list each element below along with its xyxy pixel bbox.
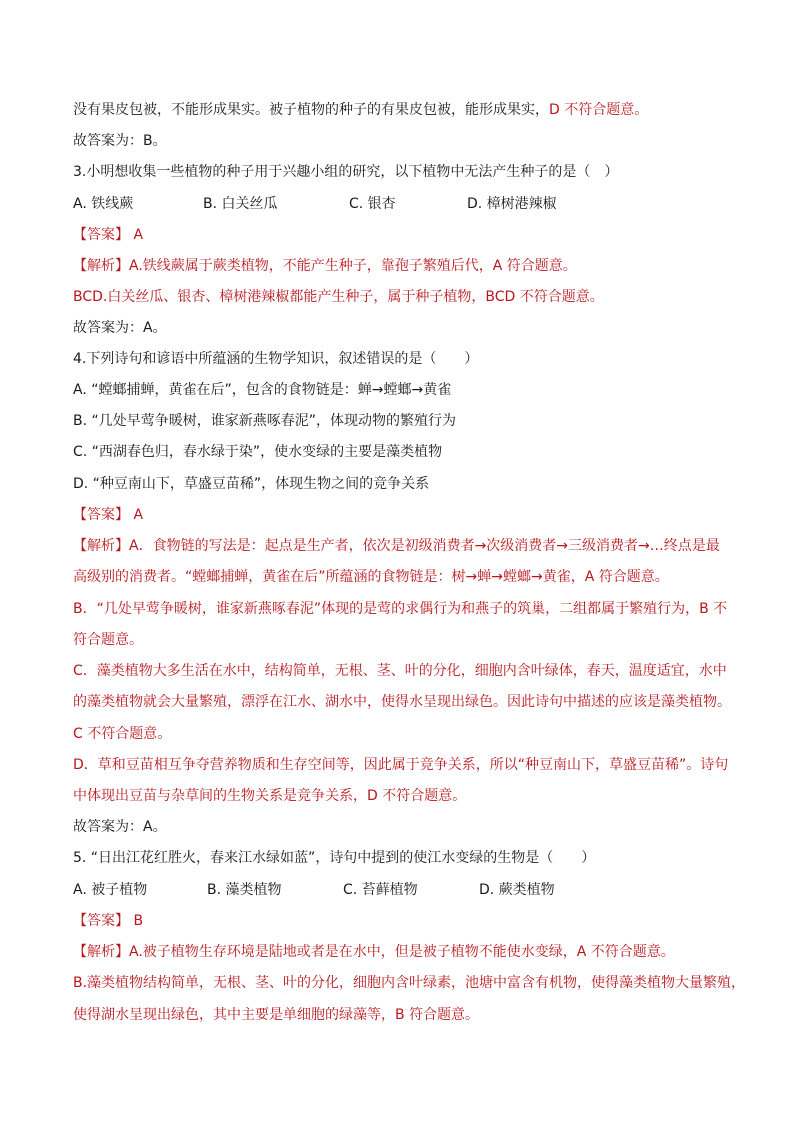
- q4-analysis-b1: B．“几处早莺争暖树，谁家新燕啄春泥”体现的是莺的求偶行为和燕子的筑巢，二组都属于繁殖行为，B 不: [73, 601, 728, 617]
- q3-option-d: D. 樟树港辣椒: [467, 196, 557, 212]
- q5-answer-label: 【答案】: [73, 913, 129, 929]
- q3-conclusion: 故答案为：A。: [73, 320, 167, 336]
- q4-answer-row: [73, 505, 143, 525]
- q4-analysis-c3: C 不符合题意。: [73, 726, 172, 742]
- q4-option-c: C. “西湖春色归，春水绿于染”，使水变绿的主要是藻类植物: [73, 444, 443, 460]
- q4-conclusion: 故答案为：A。: [73, 819, 167, 835]
- q3-answer-row: [73, 225, 143, 245]
- q5-analysis-a1: A.被子植物生存环境是陆地或者是在水中，但是被子植物不能使水变绿，A 不符合题意。: [129, 944, 675, 960]
- q4-analysis-row1: [73, 536, 720, 556]
- q3-analysis-row1: [73, 256, 577, 276]
- q3-analysis-line2: BCD.白关丝瓜、银杏、樟树港辣椒都能产生种子，属于种子植物，BCD 不符合题意。: [73, 289, 604, 305]
- q5-answer-row: [73, 911, 143, 931]
- q5-stem: 5. “日出江花红胜火，春来江水绿如蓝”，诗句中提到的使江水变绿的生物是（ ）: [73, 850, 596, 866]
- q5-analysis-b2: 使得湖水呈现出绿色，其中主要是单细胞的绿藻等，B 符合题意。: [73, 1007, 480, 1023]
- q3-option-a: A. 铁线蕨: [73, 196, 134, 212]
- q4-option-a: A. “螳螂捕蝉，黄雀在后”，包含的食物链是：蝉→螳螂→黄雀: [73, 382, 452, 398]
- q3-analysis-label: 【解析】: [73, 258, 129, 274]
- q5-option-a: A. 被子植物: [73, 882, 148, 898]
- q5-analysis-label: 【解析】: [73, 944, 129, 960]
- q4-analysis-a1: A．食物链的写法是：起点是生产者，依次是初级消费者→次级消费者→三级消费者→…终点是最: [129, 538, 720, 554]
- q5-option-b: B. 藻类植物: [207, 882, 282, 898]
- q2-analysis-tail: [73, 100, 648, 120]
- q2-conclusion: 故答案为：B。: [73, 133, 167, 149]
- q4-analysis-d2: 中体现出豆苗与杂草间的生物关系是竞争关系，D 不符合题意。: [73, 788, 467, 804]
- q5-option-c: C. 苔藓植物: [343, 882, 418, 898]
- q4-analysis-c1: C．藻类植物大多生活在水中，结构简单，无根、茎、叶的分化，细胞内含叶绿体，春天，温度适宜，水中: [73, 663, 727, 679]
- q4-analysis-a2: 高级别的消费者。“螳螂捕蝉，黄雀在后”所蕴涵的食物链是：树→蝉→螳螂→黄雀，A 符合题意。: [73, 569, 669, 585]
- q5-analysis-b1: B.藻类植物结构简单，无根、茎、叶的分化，细胞内含叶绿素，池塘中富含有机物，使得藻类植物大量繁殖，: [73, 975, 746, 991]
- q2-tail-red: D 不符合题意。: [549, 102, 649, 118]
- q3-option-b: B. 白关丝瓜: [203, 196, 278, 212]
- q5-option-d: D. 蕨类植物: [479, 882, 555, 898]
- q4-analysis-label: 【解析】: [73, 538, 129, 554]
- q3-stem: 3.小明想收集一些植物的种子用于兴趣小组的研究，以下植物中无法产生种子的是（ ）: [73, 164, 619, 180]
- q3-answer-label: 【答案】: [73, 227, 129, 243]
- q4-analysis-c2: 的藻类植物就会大量繁殖，漂浮在江水、湖水中，使得水呈现出绿色。因此诗句中描述的应该是藻类植物。: [73, 694, 731, 710]
- q5-analysis-row1: [73, 942, 675, 962]
- q4-option-d: D. “种豆南山下，草盛豆苗稀”，体现生物之间的竞争关系: [73, 476, 430, 492]
- q4-analysis-d1: D．草和豆苗相互争夺营养物质和生存空间等，因此属于竞争关系，所以“种豆南山下，草盛豆苗稀”。诗句: [73, 757, 729, 773]
- q4-stem: 4.下列诗句和谚语中所蕴涵的生物学知识，叙述错误的是（ ）: [73, 351, 479, 367]
- q3-answer: A: [133, 227, 144, 243]
- q2-tail-text: 没有果皮包被，不能形成果实。被子植物的种子的有果皮包被，能形成果实，: [73, 102, 549, 118]
- q4-answer: A: [133, 507, 144, 523]
- q3-analysis-line1: A.铁线蕨属于蕨类植物，不能产生种子，靠孢子繁殖后代，A 符合题意。: [129, 258, 577, 274]
- q4-answer-label: 【答案】: [73, 507, 129, 523]
- q5-answer: B: [133, 913, 144, 929]
- q3-option-c: C. 银杏: [349, 196, 396, 212]
- q4-option-b: B. “几处早莺争暖树，谁家新燕啄春泥”，体现动物的繁殖行为: [73, 413, 457, 429]
- q4-analysis-b2: 符合题意。: [73, 632, 143, 648]
